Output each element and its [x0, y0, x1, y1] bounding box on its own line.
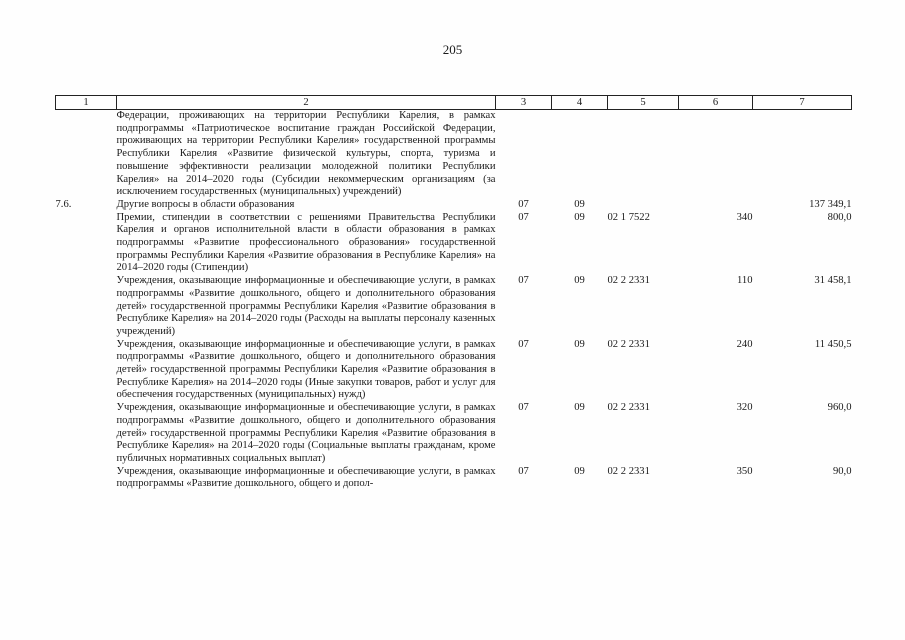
section-code: 07	[518, 211, 529, 223]
row-description: Учреждения, оказывающие информационные и обеспечивающие услуги, в рамках подпрограммы «Развитие дошкольного, общего и дополнительного образования детей» государственной программы Республики Карелия «Развитие образования в Республике Карелия» на 2014–2020 годы (Иные закупки товаров, работ и услуг для обеспечения государственных (муниципальных) нужд)	[116, 338, 496, 401]
row-description: Учреждения, оказывающие информационные и обеспечивающие услуги, в рамках подпрограммы «Развитие дошкольного, общего и дополнительного образования детей» государственной программы Республики Карелия «Развитие образования в Республике Карелия» на 2014–2020 годы (Расходы на выплаты персоналу казенных учреждений)	[116, 275, 496, 337]
expense-type-code	[679, 199, 753, 212]
section-code: 07	[518, 465, 529, 477]
target-item-code	[608, 199, 679, 212]
budget-table	[55, 95, 852, 491]
section-code: 07	[518, 275, 529, 287]
row-number	[56, 402, 117, 466]
table-row	[56, 110, 852, 199]
row-description: Федерации, проживающих на территории Республики Карелия, в рамках подпрограммы «Патриотическое воспитание граждан Российской Федерации, проживающих на территории Республики Карелия» государственной программы Республики Карелия «Развитие физической культуры, спорта, туризма и повышение эффективности реализации молодежной политики Республики Карелия» на 2014–2020 годы (Субсидии некоммерческим организациям (за исключением государственных (муниципальных) учреждений)	[116, 110, 496, 198]
amount: 137 349,1	[809, 198, 852, 210]
row-number	[56, 339, 117, 403]
page-number: 205	[442, 42, 463, 57]
column-header: 3	[496, 96, 552, 110]
amount: 800,0	[827, 211, 852, 223]
row-description: Учреждения, оказывающие информационные и обеспечивающие услуги, в рамках подпрограммы «Развитие дошкольного, общего и допол-	[116, 465, 496, 490]
section-code	[496, 110, 552, 199]
target-item-code: 02 2 2331	[607, 338, 650, 350]
subsection-code: 09	[574, 338, 585, 350]
row-number: 7.6.	[55, 198, 72, 210]
column-header: 5	[608, 96, 679, 110]
amount: 31 458,1	[814, 275, 852, 287]
target-item-code	[608, 110, 679, 199]
amount: 90,0	[832, 465, 852, 477]
target-item-code: 02 2 2331	[607, 275, 650, 287]
subsection-code: 09	[574, 275, 585, 287]
column-header: 6	[679, 96, 753, 110]
column-header: 4	[552, 96, 608, 110]
table-row	[56, 466, 852, 491]
table-row	[56, 212, 852, 276]
table-header-row	[56, 96, 852, 110]
target-item-code: 02 1 7522	[607, 211, 650, 223]
row-number	[56, 212, 117, 276]
amount: 960,0	[827, 402, 852, 414]
amount	[753, 110, 852, 199]
column-header: 7	[753, 96, 852, 110]
expense-type-code: 340	[736, 211, 753, 223]
section-code: 07	[518, 198, 529, 210]
row-number	[56, 466, 117, 491]
target-item-code: 02 2 2331	[607, 465, 650, 477]
subsection-code: 09	[574, 211, 585, 223]
target-item-code: 02 2 2331	[607, 402, 650, 414]
table-row	[56, 402, 852, 466]
section-code: 07	[518, 338, 529, 350]
column-header: 1	[56, 96, 117, 110]
row-description: Другие вопросы в области образования	[116, 198, 295, 210]
section-code: 07	[518, 402, 529, 414]
table-row	[56, 339, 852, 403]
expense-type-code: 240	[736, 338, 753, 350]
subsection-code: 09	[574, 465, 585, 477]
subsection-code: 09	[574, 402, 585, 414]
row-description: Премии, стипендии в соответствии с решениями Правительства Республики Карелия и органов исполнительной власти в области образования в рамках подпрограммы «Развитие профессионального образования» государственной программы Республики Карелия «Развитие образования в Республике Карелия» на 2014–2020 годы (Стипендии)	[116, 211, 496, 274]
table-row	[56, 275, 852, 339]
expense-type-code: 320	[736, 402, 753, 414]
row-description: Учреждения, оказывающие информационные и обеспечивающие услуги, в рамках подпрограммы «Развитие дошкольного, общего и дополнительного образования детей» государственной программы Республики Карелия «Развитие образования в Республике Карелия» на 2014–2020 годы (Социальные выплаты гражданам, кроме публичных нормативных социальных выплат)	[116, 402, 496, 464]
expense-type-code: 350	[736, 465, 753, 477]
table-row	[56, 199, 852, 212]
subsection-code: 09	[574, 198, 585, 210]
subsection-code	[552, 110, 608, 199]
amount: 11 450,5	[814, 338, 852, 350]
row-number	[56, 110, 117, 199]
row-number	[56, 275, 117, 339]
expense-type-code	[679, 110, 753, 199]
column-header: 2	[117, 96, 496, 110]
expense-type-code: 110	[737, 275, 753, 287]
